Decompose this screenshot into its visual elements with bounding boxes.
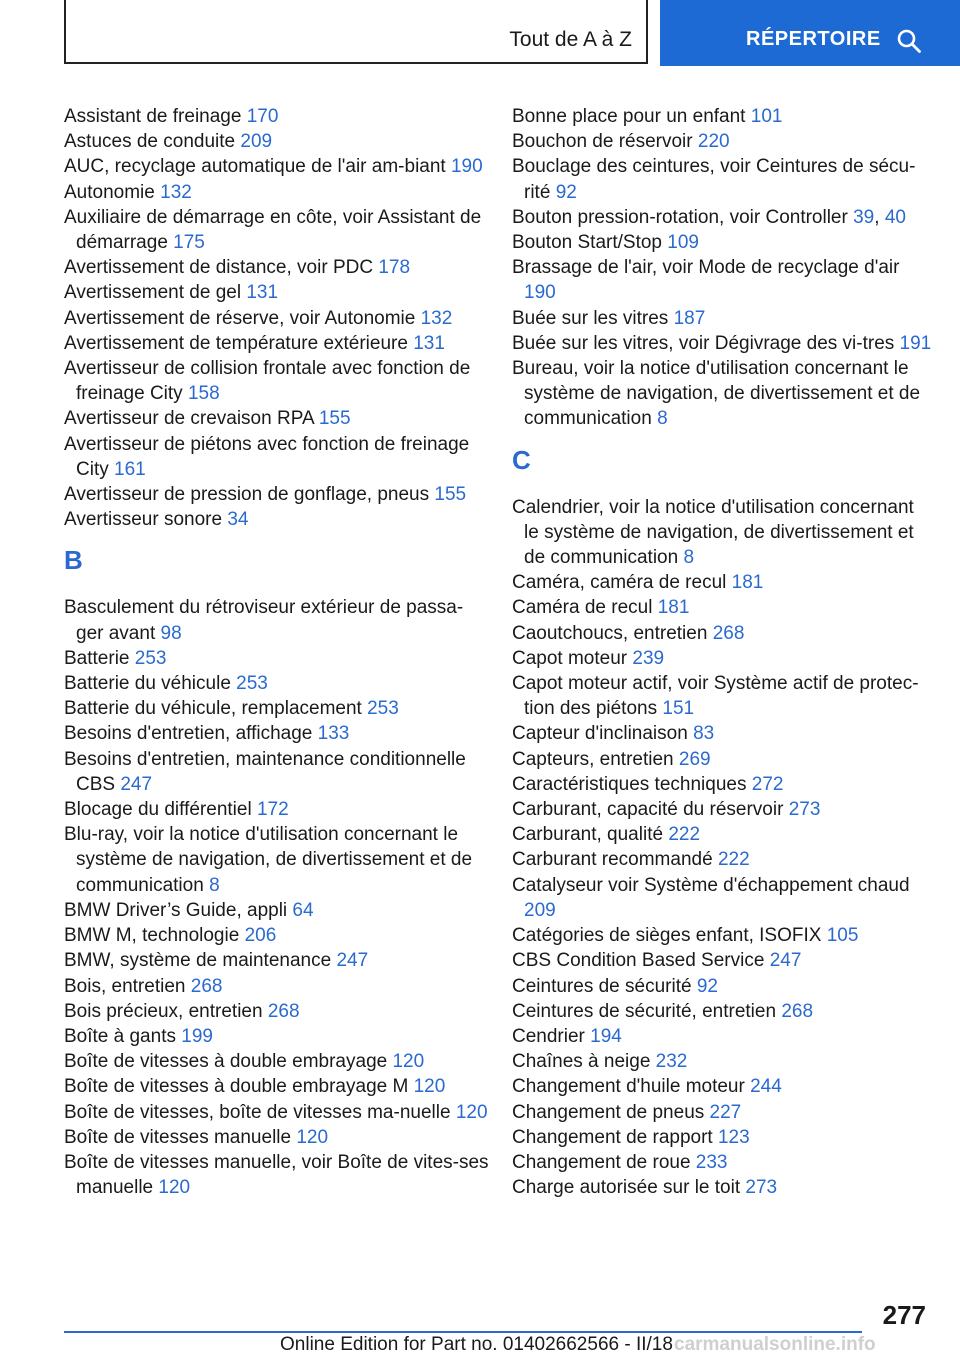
index-entry-term: Boîte de vitesses manuelle, voir Boîte de vites-ses manuelle bbox=[64, 1151, 489, 1199]
page-reference-link[interactable]: 98 bbox=[160, 622, 182, 644]
index-entry-term: Boîte de vitesses à double embrayage M bbox=[64, 1076, 414, 1098]
index-entry-term: Auxiliaire de démarrage en côte, voir Assistant de démarrage bbox=[64, 206, 482, 254]
index-column-left bbox=[64, 104, 489, 1200]
index-entry bbox=[64, 948, 489, 973]
page-reference-link[interactable]: 64 bbox=[292, 899, 314, 921]
index-entry-term: Carburant recommandé bbox=[512, 849, 718, 871]
page-reference-link[interactable]: 187 bbox=[673, 307, 706, 329]
index-entry-term: Batterie bbox=[64, 647, 135, 669]
index-entry-term: Changement de roue bbox=[512, 1151, 696, 1173]
index-entry-term: Charge autorisée sur le toit bbox=[512, 1177, 746, 1199]
index-entry-term: AUC, recyclage automatique de l'air am-biant bbox=[64, 156, 451, 178]
page-reference-link[interactable]: 220 bbox=[697, 131, 730, 153]
index-entry-term: Ceintures de sécurité bbox=[512, 975, 697, 997]
page-reference-link[interactable]: 155 bbox=[434, 484, 467, 506]
index-entry bbox=[512, 306, 932, 331]
index-entry bbox=[64, 154, 489, 179]
page-reference-link[interactable]: 120 bbox=[455, 1101, 488, 1123]
page-reference-link[interactable]: 268 bbox=[190, 975, 223, 997]
index-entry bbox=[64, 104, 489, 129]
index-entry-term: Bois précieux, entretien bbox=[64, 1000, 268, 1022]
page-reference-link[interactable]: 222 bbox=[717, 849, 750, 871]
index-entry bbox=[512, 847, 932, 872]
index-entry-term: Capteur d'inclinaison bbox=[512, 723, 694, 745]
page-reference-link[interactable]: 131 bbox=[413, 332, 445, 354]
index-entry-term: Cendrier bbox=[512, 1025, 591, 1047]
index-entry bbox=[64, 180, 489, 205]
index-entry bbox=[512, 356, 932, 432]
page-reference-link[interactable]: 191 bbox=[899, 332, 932, 354]
index-entry bbox=[64, 595, 489, 645]
index-entry bbox=[512, 1024, 932, 1049]
page-reference-link[interactable]: 8 bbox=[209, 874, 220, 896]
page-reference-link[interactable]: 170 bbox=[246, 106, 279, 127]
index-entry-term: Boîte de vitesses à double embrayage bbox=[64, 1051, 393, 1073]
index-entry-term: Batterie du véhicule bbox=[64, 673, 237, 695]
index-entry bbox=[512, 1175, 932, 1200]
section-letter: C bbox=[512, 444, 531, 475]
index-entry-term: Boîte de vitesses, boîte de vitesses ma-nuelle bbox=[64, 1101, 456, 1123]
index-entry bbox=[64, 331, 489, 356]
tab-a-to-z-label: Tout de A à Z bbox=[509, 28, 632, 51]
page-reference-link[interactable]: 40 bbox=[884, 206, 906, 228]
index-entry bbox=[512, 621, 932, 646]
index-entry bbox=[512, 721, 932, 746]
index-entry bbox=[512, 570, 932, 595]
index-entry bbox=[64, 974, 489, 999]
index-entry bbox=[64, 306, 489, 331]
index-entry-term: Basculement du rétroviseur extérieur de passa-ger avant bbox=[64, 597, 464, 644]
index-entry-term: BMW Driver’s Guide, appli bbox=[64, 899, 293, 921]
index-entry: Bouton pression-rotation, voir Controller 39, 40 bbox=[512, 206, 906, 228]
index-entry-term: Avertisseur de crevaison RPA bbox=[64, 408, 319, 430]
page-reference-link[interactable]: 8 bbox=[683, 547, 695, 569]
index-entry bbox=[64, 646, 489, 671]
index-entry-term: Capot moteur bbox=[512, 647, 633, 669]
index-entry-term: Avertisseur de pression de gonflage, pneus bbox=[64, 484, 435, 506]
index-entry bbox=[64, 696, 489, 721]
tab-index[interactable] bbox=[660, 0, 960, 66]
index-entry bbox=[64, 721, 489, 746]
index-entry bbox=[512, 948, 932, 973]
index-entry bbox=[512, 129, 932, 154]
index-entry-term: Bouton pression-rotation, voir Controller bbox=[512, 206, 854, 228]
edition-text: Online Edition for Part no. 01402662566 - II/18 bbox=[280, 1334, 673, 1355]
index-entry-term: Assistant de freinage bbox=[64, 106, 247, 127]
index-entry-term: CBS Condition Based Service bbox=[512, 950, 770, 972]
index-entry bbox=[512, 1100, 932, 1125]
page-reference-link[interactable]: 269 bbox=[678, 748, 711, 770]
index-entry-term: Bois, entretien bbox=[64, 975, 191, 997]
index-entry-term: Buée sur les vitres, voir Dégivrage des vi-tres bbox=[512, 332, 900, 354]
page-reference-link[interactable]: 268 bbox=[712, 622, 745, 644]
index-entry bbox=[64, 1150, 489, 1200]
footer-divider bbox=[64, 1331, 862, 1333]
index-entry bbox=[64, 205, 489, 255]
index-entry bbox=[64, 1049, 489, 1074]
index-entry bbox=[64, 432, 489, 482]
index-entry bbox=[64, 923, 489, 948]
index-entry-term: Caoutchoucs, entretien bbox=[512, 622, 713, 644]
index-entry bbox=[512, 646, 932, 671]
index-entry bbox=[64, 898, 489, 923]
index-entry-term: Changement de pneus bbox=[512, 1101, 710, 1123]
page-reference-link[interactable]: 190 bbox=[524, 282, 556, 304]
index-entry-term: Avertisseur sonore bbox=[64, 509, 228, 531]
index-entry bbox=[512, 772, 932, 797]
page-reference-link[interactable]: 123 bbox=[717, 1126, 750, 1148]
index-entry bbox=[64, 1125, 489, 1150]
index-entry bbox=[64, 797, 489, 822]
page-reference-link[interactable]: 272 bbox=[751, 773, 784, 795]
page-reference-link[interactable]: 181 bbox=[731, 572, 764, 594]
index-entry-term: Besoins d'entretien, affichage bbox=[64, 723, 318, 745]
tab-index-label: RÉPERTOIRE bbox=[746, 28, 881, 50]
index-entry bbox=[512, 495, 932, 571]
index-entry-term: BMW, système de maintenance bbox=[64, 950, 337, 972]
index-entry-term: Catégories de sièges enfant, ISOFIX bbox=[512, 925, 827, 947]
index-entry bbox=[64, 255, 489, 280]
index-entry bbox=[512, 1150, 932, 1175]
index-entry bbox=[512, 747, 932, 772]
page-reference-link[interactable]: 268 bbox=[267, 1000, 300, 1022]
page-reference-link[interactable]: 209 bbox=[524, 899, 556, 921]
page-reference-link[interactable]: 155 bbox=[318, 408, 351, 430]
index-entry-term: Besoins d'entretien, maintenance conditionnelle CBS bbox=[64, 748, 466, 795]
page-reference-link[interactable]: 105 bbox=[826, 925, 859, 947]
index-entry bbox=[512, 999, 932, 1024]
index-entry-term: Capteurs, entretien bbox=[512, 748, 679, 770]
page-reference-link[interactable]: 172 bbox=[256, 799, 289, 821]
index-entry-term: Astuces de conduite bbox=[64, 131, 241, 153]
index-entry-term: Bonne place pour un enfant bbox=[512, 106, 751, 127]
index-entry-term: Bouclage des ceintures, voir Ceintures de sécu-rité bbox=[512, 156, 916, 203]
page-reference-link[interactable]: 190 bbox=[450, 156, 483, 178]
index-entry-term: Boîte de vitesses manuelle bbox=[64, 1126, 297, 1148]
page-reference-link[interactable]: 132 bbox=[420, 307, 453, 329]
index-entry-term: Ceintures de sécurité, entretien bbox=[512, 1000, 782, 1022]
page-reference-link[interactable]: 83 bbox=[693, 723, 715, 745]
index-column-right bbox=[512, 104, 932, 1200]
index-entry-term: Capot moteur actif, voir Système actif de protec-tion des piétons bbox=[512, 673, 919, 720]
page-reference-link[interactable]: 247 bbox=[120, 773, 153, 795]
index-entry-term: Boîte à gants bbox=[64, 1025, 182, 1047]
page-reference-link[interactable]: 209 bbox=[240, 131, 273, 153]
index-entry bbox=[512, 1125, 932, 1150]
page-reference-link[interactable]: 253 bbox=[367, 698, 399, 720]
index-entry-term: Brassage de l'air, voir Mode de recyclage d'air bbox=[512, 257, 900, 279]
index-entry bbox=[64, 747, 489, 797]
index-entry bbox=[512, 230, 932, 255]
page-reference-link[interactable]: 273 bbox=[745, 1177, 778, 1199]
index-entry-term: Bouton Start/Stop bbox=[512, 232, 668, 254]
index-entry-term: Changement d'huile moteur bbox=[512, 1076, 751, 1098]
page-reference-link[interactable]: 206 bbox=[244, 925, 277, 947]
index-entry bbox=[512, 671, 932, 721]
index-entry bbox=[512, 104, 932, 129]
index-entry bbox=[64, 356, 489, 406]
page-reference-link[interactable]: 253 bbox=[236, 673, 268, 695]
index-entry bbox=[512, 595, 932, 620]
page-reference-link[interactable]: 109 bbox=[667, 232, 699, 254]
page-reference-link[interactable]: 175 bbox=[173, 232, 205, 254]
index-entry bbox=[64, 822, 489, 898]
page-reference-link[interactable]: 120 bbox=[413, 1076, 446, 1098]
index-entry-term: Autonomie bbox=[64, 181, 161, 203]
page-reference-link[interactable]: 120 bbox=[158, 1177, 191, 1199]
page-reference-link[interactable]: 132 bbox=[160, 181, 192, 203]
index-entry bbox=[512, 797, 932, 822]
page-reference-link[interactable]: 92 bbox=[555, 181, 577, 203]
page-reference-link[interactable]: 131 bbox=[246, 282, 279, 304]
index-entry bbox=[64, 671, 489, 696]
index-entry-term: Avertissement de gel bbox=[64, 282, 247, 304]
page-reference-link[interactable]: 181 bbox=[657, 597, 690, 619]
page-reference-link[interactable]: 161 bbox=[114, 458, 146, 480]
page-reference-link[interactable]: 247 bbox=[769, 950, 802, 972]
index-entry-term: Avertissement de distance, voir PDC bbox=[64, 257, 379, 279]
page-reference-link[interactable]: 244 bbox=[750, 1076, 782, 1098]
index-entry-term: Bureau, voir la notice d'utilisation concernant le système de navigation, de divertissement et de communication bbox=[512, 358, 921, 430]
index-entry bbox=[64, 507, 489, 532]
page-reference-link[interactable]: 151 bbox=[662, 698, 695, 720]
index-entry-term: Bouchon de réservoir bbox=[512, 131, 698, 153]
index-entry bbox=[512, 1074, 932, 1099]
index-entry-term: Caractéristiques techniques bbox=[512, 773, 752, 795]
index-entry-term: Avertisseur de collision frontale avec fonction de freinage City bbox=[64, 358, 471, 405]
index-entry-term: Changement de rapport bbox=[512, 1126, 718, 1148]
index-entry-term: Chaînes à neige bbox=[512, 1051, 656, 1073]
index-entry bbox=[512, 255, 932, 305]
index-entry bbox=[64, 280, 489, 305]
index-entry-term: Blocage du différentiel bbox=[64, 799, 257, 821]
index-entry bbox=[512, 923, 932, 948]
index-entry bbox=[64, 482, 489, 507]
page-reference-link[interactable]: 92 bbox=[696, 975, 718, 997]
index-entry-term: Caméra de recul bbox=[512, 597, 658, 619]
index-entry-term: Batterie du véhicule, remplacement bbox=[64, 698, 368, 720]
index-entry bbox=[64, 406, 489, 431]
index-entry-term: Carburant, qualité bbox=[512, 824, 669, 846]
index-entry bbox=[512, 154, 932, 204]
index-entry-term: Blu-ray, voir la notice d'utilisation concernant le système de navigation, de divertissement et de communication bbox=[64, 824, 473, 896]
page-reference-link[interactable]: 158 bbox=[187, 383, 220, 405]
index-entry bbox=[512, 873, 932, 923]
page-reference-link[interactable]: 8 bbox=[657, 408, 668, 430]
index-entry-term: Buée sur les vitres bbox=[512, 307, 674, 329]
tab-a-to-z[interactable] bbox=[64, 0, 648, 64]
watermark: carmanualsonline.info bbox=[674, 1334, 876, 1355]
page-reference-link[interactable]: 268 bbox=[781, 1000, 814, 1022]
index-entry bbox=[512, 822, 932, 847]
page-reference-link[interactable]: 232 bbox=[655, 1051, 688, 1073]
index-entry-term: Calendrier, voir la notice d'utilisation concernant le système de navigation, de divertissement et de communication bbox=[512, 496, 914, 569]
index-entry-term: Avertissement de réserve, voir Autonomie bbox=[64, 307, 421, 329]
page-reference-link[interactable]: 39 bbox=[853, 206, 875, 228]
page-reference-link[interactable]: 227 bbox=[709, 1101, 742, 1123]
section-letter: B bbox=[64, 545, 83, 576]
index-entry-term: Carburant, capacité du réservoir bbox=[512, 799, 789, 821]
page-reference-link[interactable]: 120 bbox=[296, 1126, 329, 1148]
page-reference-link[interactable]: 101 bbox=[750, 106, 783, 127]
page-reference-link[interactable]: 120 bbox=[392, 1051, 425, 1073]
index-entry bbox=[512, 974, 932, 999]
page-reference-link[interactable]: 194 bbox=[590, 1025, 622, 1047]
page-reference-link[interactable]: 239 bbox=[632, 647, 665, 669]
index-entry bbox=[64, 1100, 489, 1125]
index-entry bbox=[64, 1074, 489, 1099]
index-entry bbox=[512, 331, 932, 356]
index-entry bbox=[512, 1049, 932, 1074]
index-entry bbox=[64, 129, 489, 154]
index-entry bbox=[64, 999, 489, 1024]
page-reference-link[interactable]: 253 bbox=[134, 647, 167, 669]
page-reference-link[interactable]: 34 bbox=[227, 509, 249, 531]
page-number: 277 bbox=[882, 1300, 926, 1330]
index-entry-term: Caméra, caméra de recul bbox=[512, 572, 732, 594]
search-icon[interactable] bbox=[896, 28, 922, 54]
index-entry-term: Avertisseur de piétons avec fonction de freinage City bbox=[64, 433, 470, 480]
page-reference-link[interactable]: 199 bbox=[181, 1025, 213, 1047]
index-entry bbox=[64, 1024, 489, 1049]
page-reference-link[interactable]: 233 bbox=[695, 1151, 728, 1173]
page-reference-link[interactable]: 178 bbox=[378, 257, 411, 279]
page-reference-link[interactable]: 133 bbox=[317, 723, 350, 745]
page-reference-link[interactable]: 247 bbox=[336, 950, 369, 972]
index-entry-term: Avertissement de température extérieure bbox=[64, 332, 414, 354]
index-entry-term: BMW M, technologie bbox=[64, 925, 245, 947]
page-reference-link[interactable]: 273 bbox=[788, 799, 821, 821]
index-entry-term: Catalyseur voir Système d'échappement chaud bbox=[512, 874, 910, 896]
page-reference-link[interactable]: 222 bbox=[668, 824, 701, 846]
